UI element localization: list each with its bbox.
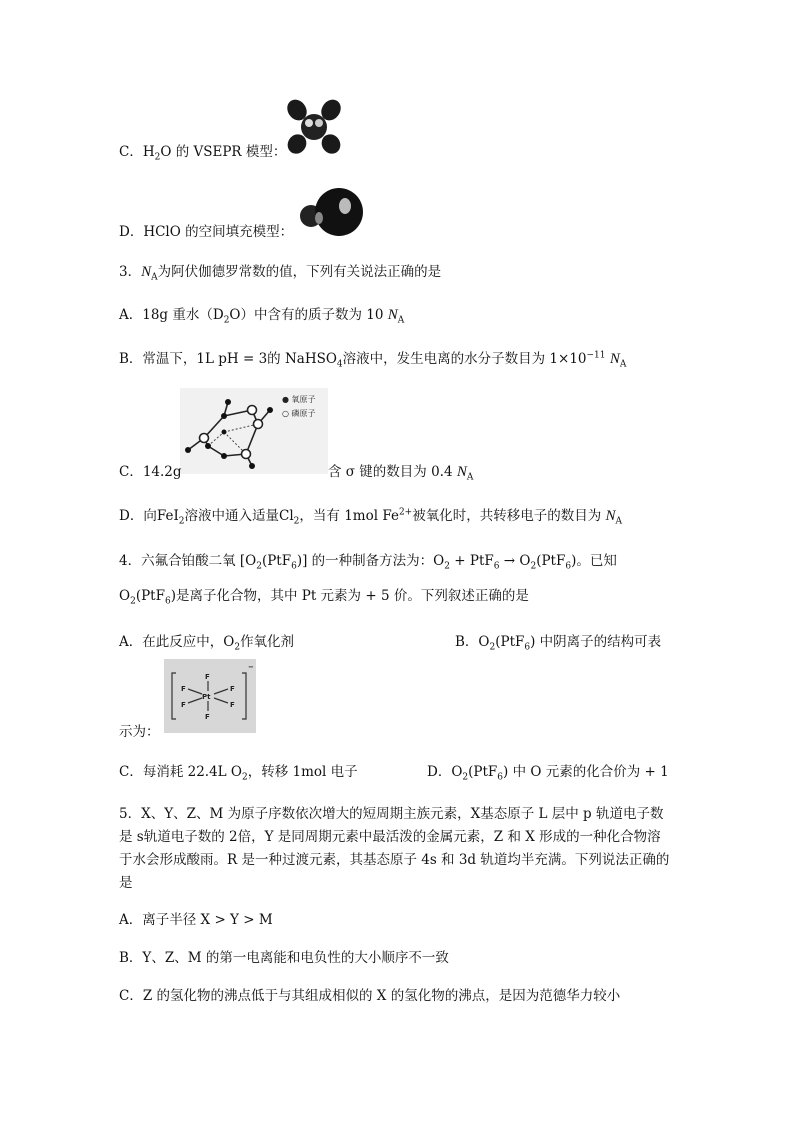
charge-label: − <box>248 663 254 671</box>
pt-atom-label: Pt <box>202 693 211 701</box>
hclo-space-filling-model-image <box>297 184 365 240</box>
q5-stem-line2: 是 s轨道电子数的 2倍，Y 是同周期元素中最活泼的金属元素，Z 和 X 形成的一种化合物溶 <box>119 829 661 845</box>
q3-stem: 3．$N_A$为阿伏伽德罗常数的值，下列有关说法正确的是 <box>119 264 442 283</box>
f-atom-label: F <box>230 701 235 709</box>
q4-stem-line2: $O_2(PtF_6)$是离子化合物，其中 Pt 元素为 + 5 价。下列叙述正确的是 <box>119 588 529 607</box>
h2o-vsepr-model-image <box>283 96 345 158</box>
legend-phosphorus: ○ 磷原子 <box>282 409 316 418</box>
q5-option-b: B．Y、Z、M 的第一电离能和电负性的大小顺序不一致 <box>119 950 449 966</box>
f-atom-label: F <box>205 713 210 721</box>
q3-option-c-rest: 含 σ 键的数目为 0.4 $N_A$ <box>328 464 474 483</box>
q4-option-c: C．每消耗 22.4L $O_2$，转移 1mol 电子 <box>119 764 358 783</box>
f-atom-label: F <box>230 685 235 693</box>
f-atom-label: F <box>181 685 186 693</box>
q4-stem-line1: 4．六氟合铂酸二氧 $[O_2(PtF_6)]$ 的一种制备方法为：$O_2 + PtF_6 \to O_2(PtF_6)$。已知 <box>119 553 617 572</box>
ptf6-anion-structure-image <box>164 659 256 733</box>
q5-option-c: C．Z 的氢化物的沸点低于与其组成相似的 X 的氢化物的沸点，是因为范德华力较小 <box>119 988 621 1004</box>
q3-option-c-prefix: C．14.2g <box>119 464 182 480</box>
q2-option-d: D．HClO 的空间填充模型： <box>119 224 294 240</box>
p4o6-structure-image <box>180 388 328 474</box>
q5-stem-line3: 于水会形成酸雨。R 是一种过渡元素，其基态原子 4s 和 3d 轨道均半充满。下列说法正确的 <box>119 852 670 868</box>
q4-option-d: D．$O_2(PtF_6)$ 中 O 元素的化合价为 + 1 <box>427 764 669 783</box>
q3-option-a: A．18g 重水$(D_2O)$中含有的质子数为 10 $N_A$ <box>119 307 405 326</box>
f-atom-label: F <box>205 673 210 681</box>
q4-option-b: B．$O_2(PtF_6)$ 中阴离子的结构可表 <box>455 634 662 653</box>
q5-option-a: A．离子半径 X > Y > M <box>119 912 273 928</box>
q2-option-c: C．$H_2O$ 的 VSEPR 模型： <box>119 144 287 163</box>
q3-option-b: B．常温下，1L pH = 3的 NaHSO$_4$溶液中，发生电离的水分子数目为 $1\times 10^{-11}$ $N_A$ <box>119 350 627 370</box>
f-atom-label: F <box>181 701 186 709</box>
q3-option-d: D．向FeI$_2$溶液中通入适量$Cl_2$，当有 1mol $Fe^{2+}$被氧化时，共转移电子的数目为 $N_A$ <box>119 507 623 527</box>
q5-stem-line1: 5．X、Y、Z、M 为原子序数依次增大的短周期主族元素，X基态原子 L 层中 p 轨道电子数 <box>119 806 664 822</box>
q4-option-b-cont: 示为： <box>119 724 160 740</box>
q5-stem-line4: 是 <box>119 875 133 891</box>
legend-oxygen: ● 氧原子 <box>282 395 316 404</box>
q4-option-a: A．在此反应中，$O_2$作氧化剂 <box>119 634 295 653</box>
